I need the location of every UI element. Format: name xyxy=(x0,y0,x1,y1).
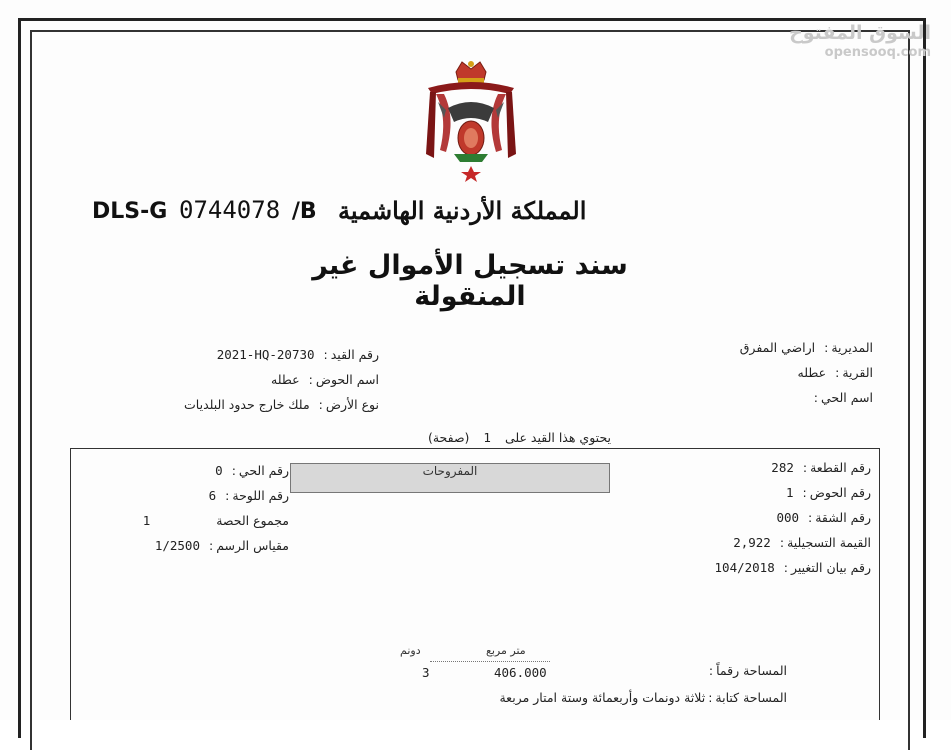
area-divider xyxy=(430,661,550,662)
info-neighborhood: اسم الحي: xyxy=(813,390,873,405)
serial-prefix: DLS-G xyxy=(92,199,168,224)
serial-suffix: /B xyxy=(291,199,317,224)
share-total: مجموع الحصة1 xyxy=(142,513,289,528)
apartment-number: رقم الشقة:000 xyxy=(776,510,871,525)
parcel-number: رقم القطعة:282 xyxy=(771,460,871,475)
registered-value: القيمة التسجيلية:2,922 xyxy=(733,535,871,550)
info-directorate: المديرية:اراضي المفرق xyxy=(739,340,873,355)
area-sqm-value: 406.000 xyxy=(494,665,547,680)
unit-dunum-header: دونم xyxy=(400,644,421,657)
watermark-latin: opensooq.com xyxy=(824,45,931,60)
basin-number: رقم الحوض:1 xyxy=(786,485,871,500)
board-number: رقم اللوحة:6 xyxy=(208,488,289,503)
serial-number xyxy=(92,196,317,224)
watermark xyxy=(789,22,931,60)
kingdom-name: المملكة الأردنية الهاشمية xyxy=(338,196,587,225)
info-entry-number: رقم القيد:2021-HQ-20730 xyxy=(216,347,379,362)
serial-digits: 0744078 xyxy=(179,196,281,224)
entry-page-count: يحتوي هذا القيد على 1 (صفحة) xyxy=(427,430,611,445)
area-dunum-value: 3 xyxy=(422,665,430,680)
notes-field: المفروحات xyxy=(290,463,610,493)
info-land-type: نوع الأرض:ملك خارج حدود البلديات xyxy=(184,397,379,412)
unit-sqm-header: متر مربع xyxy=(486,644,526,657)
coat-of-arms-icon xyxy=(418,58,524,186)
watermark-arabic: السوق المفتوح xyxy=(789,22,931,44)
info-village: القرية:عطله xyxy=(797,365,873,380)
change-statement-number: رقم بيان التغيير:104/2018 xyxy=(714,560,871,575)
info-basin-name: اسم الحوض:عطله xyxy=(271,372,379,387)
drawing-scale: مقياس الرسم:1/2500 xyxy=(154,538,289,553)
neighborhood-number: رقم الحي:0 xyxy=(215,463,289,478)
area-written: المساحة كتابة:ثلاثة دونمات وأربعمائة وستة امتار مربعة xyxy=(499,690,787,705)
area-numeric-label: المساحة رقماً: xyxy=(708,663,787,678)
document-title: سند تسجيل الأموال غير المنقولة xyxy=(312,250,628,312)
